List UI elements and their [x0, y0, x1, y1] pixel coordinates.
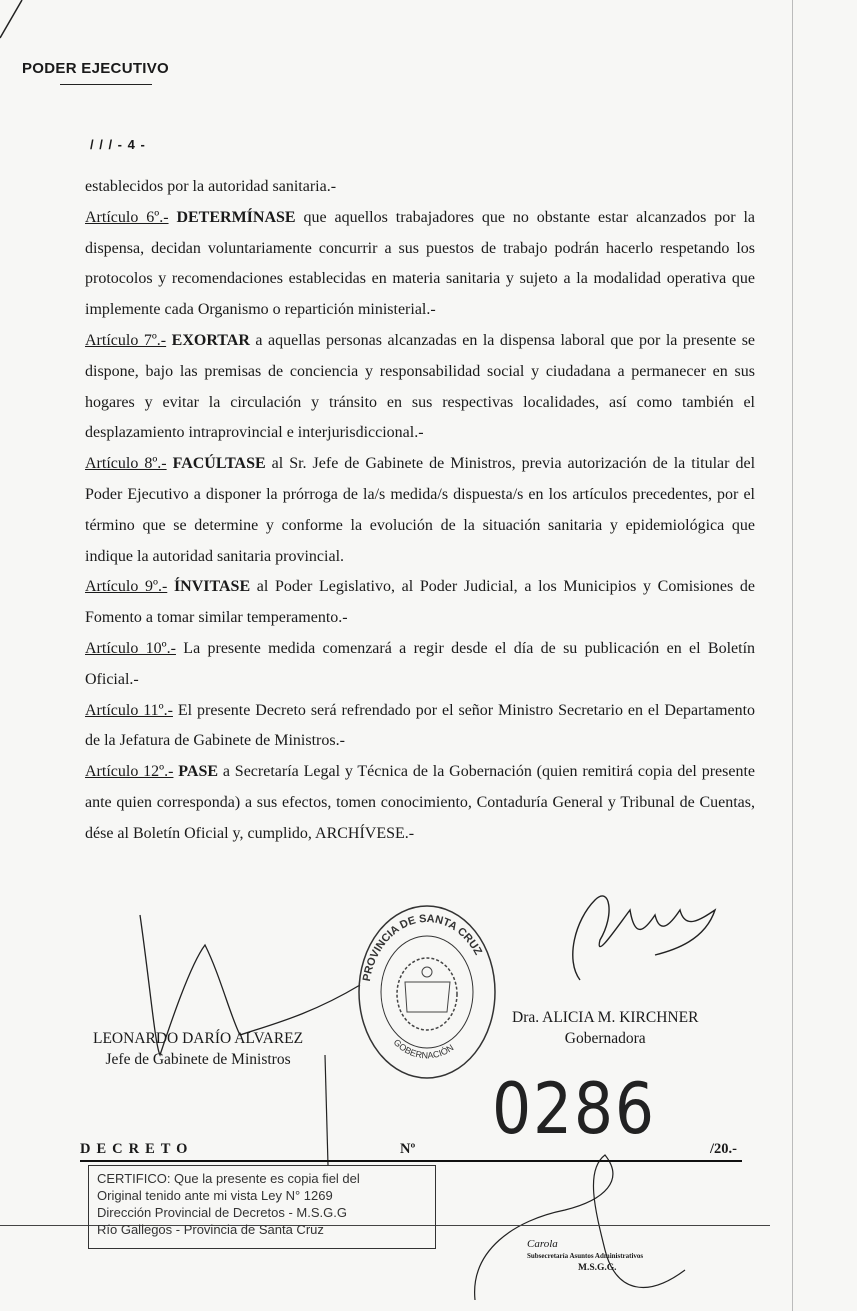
- stamp-org: M.S.G.G.: [578, 1263, 617, 1273]
- cert-line: CERTIFICO: Que la presente es copia fiel del: [97, 1171, 360, 1186]
- article-9: Artículo 9º.- ÍNVITASE al Poder Legislativo, al Poder Judicial, a los Municipios y Comisiones de Fomento a tomar similar temperamento.-: [85, 578, 756, 627]
- seal-top-text: PROVINCIA DE SANTA CRUZ: [360, 912, 485, 983]
- article-11: Artículo 11º.- El presente Decreto será refrendado por el señor Ministro Secretario en el Departamento de la Jefatura de Gabinete de Ministros.-: [85, 701, 756, 750]
- right-signature-scribble: [555, 880, 735, 990]
- article-12: Artículo 12º.- PASE a Secretaría Legal y Técnica de la Gobernación (quien remitirá copia del presente ante quien corresponda) a sus efectos, tomen conocimiento, Contaduría General y Tribunal de Cuentas, dése al Boletín Oficial y, cumplido, ARCHÍVESE.-: [85, 763, 756, 842]
- signatory-name: Dra. ALICIA M. KIRCHNER: [512, 1009, 699, 1026]
- signatory-title: Gobernadora: [564, 1030, 646, 1047]
- cert-line: Río Gallegos - Provincia de Santa Cruz: [97, 1222, 324, 1237]
- decree-body: [85, 172, 755, 850]
- article-label: Artículo 7º.-: [85, 331, 167, 349]
- stamp-signature-scribble: [455, 1150, 695, 1310]
- article-10: Artículo 10º.- La presente medida comenzará a regir desde el día de su publicación en el Boletín Oficial.-: [85, 639, 756, 688]
- stamp-office: Subsecretaría Asuntos Administrativos: [527, 1252, 644, 1260]
- decreto-label: DECRETO: [80, 1141, 194, 1157]
- decreto-number-label: Nº: [400, 1141, 416, 1157]
- article-6: Artículo 6º.- DETERMÍNASE que aquellos trabajadores que no obstante estar alcanzados por la dispensa, decidan voluntariamente concurrir a sus puestos de trabajo podrán hacerlo respetando los protocolos y recomendaciones establecidas en materia sanitaria y sujeto a la modalidad operativa que implemente cada Organismo o repartición ministerial.-: [85, 208, 756, 319]
- signature-block-left: [93, 1028, 303, 1070]
- government-seal: [355, 902, 500, 1082]
- article-label: Artículo 12º.-: [85, 763, 174, 781]
- page-edge: [792, 0, 793, 1311]
- decreto-underline: [80, 1160, 742, 1162]
- article-keyword: DETERMÍNASE: [176, 208, 296, 226]
- article-label: Artículo 11º.-: [85, 701, 173, 719]
- certification-stamp: [88, 1165, 436, 1249]
- article-keyword: EXORTAR: [171, 331, 250, 349]
- article-keyword: PASE: [178, 763, 219, 781]
- article-label: Artículo 8º.-: [85, 455, 167, 473]
- cert-line: Original tenido ante mi vista Ley N° 1269: [97, 1188, 333, 1203]
- decreto-year: /20.-: [710, 1141, 737, 1157]
- page-header: PODER EJECUTIVO: [22, 60, 170, 77]
- stamp-name: Carola: [527, 1238, 558, 1250]
- article-label: Artículo 10º.-: [85, 639, 176, 657]
- signatory-title: Jefe de Gabinete de Ministros: [105, 1051, 291, 1068]
- paragraph-continuation: establecidos por la autoridad sanitaria.-: [85, 178, 337, 195]
- article-label: Artículo 6º.-: [85, 208, 169, 226]
- svg-text:GOBERNACIÓN: [392, 1037, 456, 1060]
- decree-number-stamp: 0286: [492, 1068, 656, 1150]
- article-label: Artículo 9º.-: [85, 578, 168, 596]
- signature-block-right: [512, 1007, 698, 1049]
- article-7: Artículo 7º.- EXORTAR a aquellas personas alcanzadas en la dispensa laboral que por la presente se dispone, bajo las premisas de conciencia y responsabilidad social y ciudadana a permanecer en sus hogares y evitar la circulación y tránsito en sus respectivas localidades, así como también el desplazamiento intraprovincial e interjurisdiccional.-: [85, 331, 756, 442]
- cert-line: Dirección Provincial de Decretos - M.S.G.G: [97, 1205, 347, 1220]
- signatory-name: LEONARDO DARÍO ALVAREZ: [93, 1030, 304, 1047]
- article-keyword: FACÚLTASE: [172, 455, 266, 473]
- corner-mark: [0, 0, 40, 40]
- seal-bottom-text: GOBERNACIÓN: [391, 1037, 456, 1061]
- page-number: / / / - 4 -: [90, 137, 146, 152]
- article-keyword: ÍNVITASE: [173, 578, 251, 596]
- article-8: Artículo 8º.- FACÚLTASE al Sr. Jefe de Gabinete de Ministros, previa autorización de la titular del Poder Ejecutivo a disponer la prórroga de la/s medida/s dispuesta/s en los artículos precedentes, por el término que se determine y conforme la evolución de la situación sanitaria y epidemiológica que indique la autoridad sanitaria provincial.: [85, 455, 756, 565]
- header-underline: [60, 84, 152, 85]
- svg-text:PROVINCIA DE SANTA CRUZ: [361, 913, 484, 982]
